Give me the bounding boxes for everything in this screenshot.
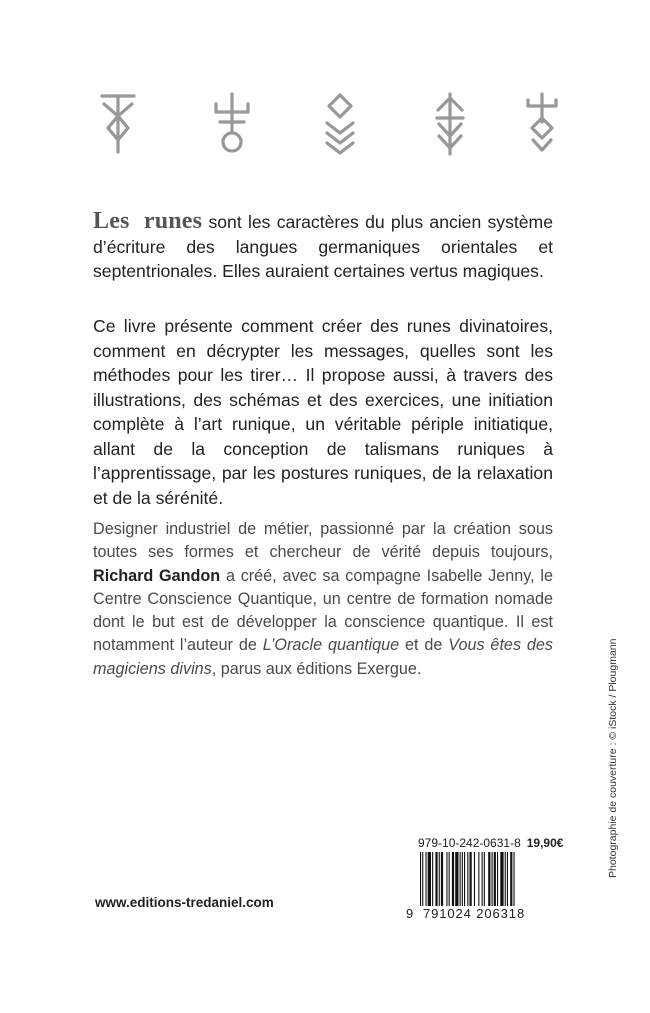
barcode-digits bbox=[406, 906, 558, 924]
author-bio bbox=[93, 518, 553, 681]
summary-paragraph bbox=[93, 314, 553, 510]
book-title-2: Vous êtes des magiciens divins bbox=[93, 636, 554, 678]
rune-yr-icon bbox=[522, 92, 562, 156]
rune-arrow-tree-icon bbox=[430, 92, 470, 156]
rune-row bbox=[0, 92, 650, 162]
rune-diamond-chevrons-icon bbox=[320, 92, 360, 156]
isbn-price-line bbox=[418, 836, 563, 850]
intro-paragraph bbox=[93, 209, 553, 284]
bio-text-before: Designer industriel de métier, passionné par la création sous toutes ses formes et chercheur de vérité depuis toujours, bbox=[93, 520, 553, 562]
summary-text: Ce livre présente comment créer des runes divinatoires, comment en décrypter les messages, quelles sont les méthodes pour les tirer… Il propose aussi, à travers des illustrations, des schémas et des exercices, une initiation complète à l’art runique, un véritable périple initiatique, allant de la conception de talismans runiques à l’apprentissage, par les postures runiques, de la relaxation et de la sérénité. bbox=[93, 316, 553, 508]
barcode-number: 791024 206318 bbox=[423, 906, 526, 921]
book-title-1: L’Oracle quantique bbox=[262, 636, 400, 655]
isbn: 979-10-242-0631-8 bbox=[418, 836, 521, 850]
publisher-website: www.editions-tredaniel.com bbox=[95, 895, 274, 910]
rune-calc-icon bbox=[98, 92, 138, 156]
rune-ankh-icon bbox=[212, 92, 252, 156]
intro-lead-runes: runes bbox=[143, 208, 203, 234]
bio-text-middle: a créé, avec sa compagne Isabelle Jenny, le Centre Conscience Quantique, un centre de formation nomade dont le but est de développer la conscience quantique. Il est notamment l’auteur de bbox=[93, 566, 553, 655]
intro-lead: Les bbox=[93, 208, 130, 234]
intro-text: sont les caractères du plus ancien système d’écriture des langues germaniques orientales et septentrionales. Elles auraient certaines vertus magiques. bbox=[93, 212, 554, 281]
bio-text-after: , parus aux éditions Exergue. bbox=[211, 659, 422, 678]
price: 19,90€ bbox=[526, 836, 564, 850]
photo-credit: Photographie de couverture : © iStock / Plougmann bbox=[607, 638, 619, 878]
author-name: Richard Gandon bbox=[93, 566, 221, 585]
bio-text-and: et de bbox=[404, 636, 443, 655]
barcode-first-digit: 9 bbox=[406, 906, 415, 921]
